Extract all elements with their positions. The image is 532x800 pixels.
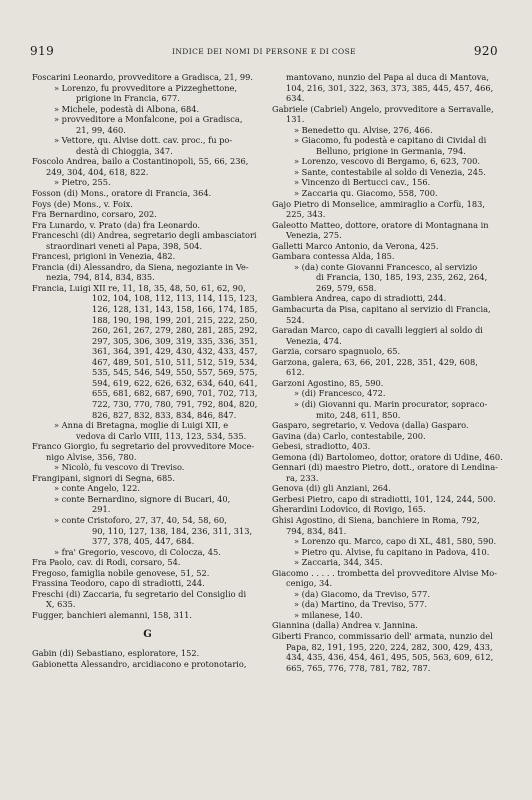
- index-entry: Galletti Marco Antonio, da Verona, 425.: [272, 240, 439, 251]
- index-entry: Venezia, 275.: [286, 230, 342, 241]
- index-column-left: [32, 72, 263, 669]
- index-entry: Papa, 82, 191, 195, 220, 224, 282, 300, 429, 433,: [286, 641, 493, 652]
- index-entry: » (di) Francesco, 472.: [294, 388, 386, 399]
- index-entry: Ghisi Agostino, di Siena, banchiere in Roma, 792,: [272, 514, 480, 525]
- section-letter: G: [143, 629, 152, 641]
- index-entry: nezia, 794, 814, 834, 835.: [46, 272, 155, 283]
- index-entry: Gambara contessa Alda, 185.: [272, 251, 395, 262]
- index-entry: 126, 128, 131, 143, 158, 166, 174, 185,: [92, 304, 258, 315]
- index-entry: 90, 110, 127, 138, 184, 236, 311, 313,: [92, 525, 253, 536]
- page-number-left: 919: [30, 44, 55, 58]
- index-entry: Gherardini Lodovico, di Rovigo, 165.: [272, 504, 426, 515]
- index-entry: 665, 765, 776, 778, 781, 782, 787.: [286, 662, 431, 673]
- index-entry: Garzia, corsaro spagnuolo, 65.: [272, 346, 401, 357]
- index-entry: Franco Giorgio, fu segretario del provveditore Moce-: [32, 441, 255, 452]
- index-entry: Gavina (da) Carlo, contestabile, 200.: [272, 430, 426, 441]
- index-entry: Giacomo . . . . . trombetta del provveditore Alvise Mo-: [272, 567, 498, 578]
- index-entry: » (da) Martino, da Treviso, 577.: [294, 599, 427, 610]
- index-entry: » Vincenzo di Bertucci cav., 156.: [294, 177, 431, 188]
- index-entry: Giberti Franco, commissario dell' armata, nunzio del: [272, 630, 493, 641]
- index-entry: 260, 261, 267, 279, 280, 281, 285, 292,: [92, 325, 258, 336]
- index-entry: 434, 435, 436, 454, 461, 495, 505, 563, 609, 612,: [286, 652, 494, 663]
- index-entry: 826, 827, 832, 833, 834, 846, 847.: [92, 409, 237, 420]
- index-entry: cenigo, 34.: [286, 578, 333, 589]
- index-entry: Francesi, prigioni in Venezia, 482.: [32, 251, 176, 262]
- index-entry: 612.: [286, 367, 305, 378]
- index-entry: » Nicolò, fu vescovo di Treviso.: [54, 462, 185, 473]
- index-entry: Gennari (di) maestro Pietro, dott., oratore di Lendina-: [272, 462, 498, 473]
- index-entry: 297, 305, 306, 309, 319, 335, 336, 351,: [92, 335, 258, 346]
- index-entry: Gebesi, stradiotto, 403.: [272, 441, 371, 452]
- index-entry: 594, 619, 622, 626, 632, 634, 640, 641,: [92, 377, 258, 388]
- index-entry: Gerbesi Pietro, capo di stradiotti, 101, 124, 244, 500.: [272, 493, 496, 504]
- index-entry: » Giacomo, fu podestà e capitano di Cividal di: [294, 135, 487, 146]
- index-entry: » Zaccaria qu. Giacomo, 558, 700.: [294, 188, 438, 199]
- index-entry: » Zaccaria, 344, 345.: [294, 557, 383, 568]
- index-entry: Gajo Pietro di Monselice, ammiraglio a Corfù, 183,: [272, 198, 485, 209]
- index-entry: » Lorenzo, fu provveditore a Pizzeghettone,: [54, 82, 238, 93]
- page-header: [30, 44, 498, 62]
- index-entry: Fra Bernardino, corsaro, 202.: [32, 209, 157, 220]
- index-entry: 104, 216, 301, 322, 363, 373, 385, 445, 457, 466,: [286, 82, 494, 93]
- index-entry: Fosson (di) Mons., oratore di Francia, 364.: [32, 188, 212, 199]
- running-title: INDICE DEI NOMI DI PERSONE E DI COSE: [171, 47, 357, 56]
- index-entry: » Michele, podestà di Albona, 684.: [54, 103, 200, 114]
- index-entry: prigione in Francia, 677.: [76, 93, 180, 104]
- index-entry: vedova di Carlo VIII, 113, 123, 534, 535.: [76, 430, 247, 441]
- index-entry: Franceschi (di) Andrea, segretario degli ambasciatori: [32, 230, 257, 241]
- index-entry: 655, 681, 682, 687, 690, 701, 702, 713,: [92, 388, 258, 399]
- page-number-right: 920: [473, 44, 498, 58]
- index-entry: » Pietro, 255.: [54, 177, 111, 188]
- index-entry: Belluno, prigione in Germania, 794.: [316, 145, 466, 156]
- index-entry: » conte Angelo, 122.: [54, 483, 141, 494]
- index-entry: 524.: [286, 314, 305, 325]
- index-entry: » Lorenzo qu. Marco, capo di XL, 481, 580, 590.: [294, 536, 497, 547]
- index-entry: » conte Bernardino, signore di Bucari, 40,: [54, 493, 231, 504]
- index-entry: Fregoso, famiglia nobile genovese, 51, 52.: [32, 567, 210, 578]
- index-entry: 377, 378, 405, 447, 684.: [92, 536, 195, 547]
- index-entry: » (di) Giovanni qu. Marin procurator, sopraco-: [294, 398, 488, 409]
- index-entry: 269, 579, 658.: [316, 282, 377, 293]
- index-entry: » Vettore, qu. Alvise dott. cav. proc., fu po-: [54, 135, 233, 146]
- index-entry: 634.: [286, 93, 305, 104]
- index-entry: Genova (di) gli Anziani, 264.: [272, 483, 391, 494]
- index-entry: Garzoni Agostino, 85, 590.: [272, 377, 384, 388]
- index-entry: Gambiera Andrea, capo di stradiotti, 244.: [272, 293, 447, 304]
- index-entry: X, 635.: [46, 599, 76, 610]
- index-entry: » Lorenzo, vescovo di Bergamo, 6, 623, 700.: [294, 156, 480, 167]
- index-entry: 225, 343.: [286, 209, 326, 220]
- index-entry: 131.: [286, 114, 305, 125]
- index-column-right: [272, 72, 503, 673]
- index-entry: 535, 545, 546, 549, 550, 557, 569, 575,: [92, 367, 258, 378]
- index-entry: 102, 104, 108, 112, 113, 114, 115, 123,: [92, 293, 258, 304]
- index-entry: Fra Lunardo, v. Prato (da) fra Leonardo.: [32, 219, 200, 230]
- index-entry: 361, 364, 391, 429, 430, 432, 433, 457,: [92, 346, 258, 357]
- index-entry: Frangipani, signori di Segna, 685.: [32, 472, 176, 483]
- index-entry: Gabin (di) Sebastiano, esploratore, 152.: [32, 647, 200, 658]
- index-entry: Gabionetta Alessandro, arcidiacono e protonotario,: [32, 658, 247, 669]
- index-entry: Fugger, banchieri alemanni, 158, 311.: [32, 609, 192, 620]
- index-entry: Francia, Luigi XII re, 11, 18, 35, 48, 50, 61, 62, 90,: [32, 282, 246, 293]
- index-entry: » (da) conte Giovanni Francesco, al servizio: [294, 261, 478, 272]
- index-entry: 249, 304, 404, 618, 822.: [46, 166, 149, 177]
- index-entry: Foscarini Leonardo, provveditore a Gradisca, 21, 99.: [32, 72, 254, 82]
- index-entry: » milanese, 140.: [294, 609, 363, 620]
- index-entry: 291.: [92, 504, 111, 515]
- index-entry: 722, 730, 770, 780, 791, 792, 804, 820,: [92, 398, 258, 409]
- index-entry: mito, 248, 611, 850.: [316, 409, 401, 420]
- index-entry: Freschi (di) Zaccaria, fu segretario del Consiglio di: [32, 588, 247, 599]
- index-entry: » Benedetto qu. Alvise, 276, 466.: [294, 124, 433, 135]
- index-entry: Foys (de) Mons., v. Foix.: [32, 198, 133, 209]
- index-entry: » (da) Giacomo, da Treviso, 577.: [294, 588, 430, 599]
- index-entry: » conte Cristoforo, 27, 37, 40, 54, 58, 60,: [54, 514, 227, 525]
- index-entry: Garadan Marco, capo di cavalli leggieri al soldo di: [272, 325, 483, 336]
- index-entry: 21, 99, 460.: [76, 124, 126, 135]
- index-entry: » fra' Gregorio, vescovo, di Colocza, 45.: [54, 546, 221, 557]
- index-entry: destà di Chioggia, 347.: [76, 145, 173, 156]
- index-entry: Francia (di) Alessandro, da Siena, negoziante in Ve-: [32, 261, 249, 272]
- index-entry: Giannina (dalla) Andrea v. Jannina.: [272, 620, 418, 631]
- index-entry: 188, 190, 198, 199, 201, 215, 222, 250,: [92, 314, 258, 325]
- index-entry: 794, 834, 841.: [286, 525, 347, 536]
- index-entry: Gemona (di) Bartolomeo, dottor, oratore di Udine, 460.: [272, 451, 503, 462]
- index-entry: Venezia, 474.: [286, 335, 342, 346]
- index-entry: straordinari veneti al Papa, 398, 504.: [46, 240, 203, 251]
- index-entry: Garzona, galera, 63, 66, 201, 228, 351, 429, 608,: [272, 356, 478, 367]
- index-entry: 467, 489, 501, 510, 511, 512, 519, 534,: [92, 356, 258, 367]
- index-entry: Frassina Teodoro, capo di stradiotti, 244.: [32, 578, 205, 589]
- index-entry: Gasparo, segretario, v. Vedova (dalla) Gasparo.: [272, 420, 469, 431]
- index-entry: » provveditore a Monfalcone, poi a Gradisca,: [54, 114, 243, 125]
- index-entry: di Francia, 130, 185, 193, 235, 262, 264,: [316, 272, 488, 283]
- index-entry: » Anna di Bretagna, moglie di Luigi XII, e: [54, 420, 229, 431]
- index-entry: Galeotto Matteo, dottore, oratore di Montagnana in: [272, 219, 489, 230]
- index-entry: » Sante, contestabile al soldo di Venezia, 245.: [294, 166, 486, 177]
- index-entry: Gabriele (Cabriel) Angelo, provveditore a Serravalle,: [272, 103, 494, 114]
- index-entry: ra, 233.: [286, 472, 319, 483]
- index-entry: mantovano, nunzio del Papa al duca di Mantova,: [286, 72, 489, 82]
- index-entry: Fra Paolo, cav. di Rodi, corsaro, 54.: [32, 557, 181, 568]
- index-entry: Foscolo Andrea, bailo a Costantinopoli, 55, 66, 236,: [32, 156, 249, 167]
- index-entry: nigo Alvise, 356, 780.: [46, 451, 137, 462]
- index-entry: Gambacurta da Pisa, capitano al servizio di Francia,: [272, 304, 491, 315]
- index-entry: » Pietro qu. Alvise, fu capitano in Padova, 410.: [294, 546, 490, 557]
